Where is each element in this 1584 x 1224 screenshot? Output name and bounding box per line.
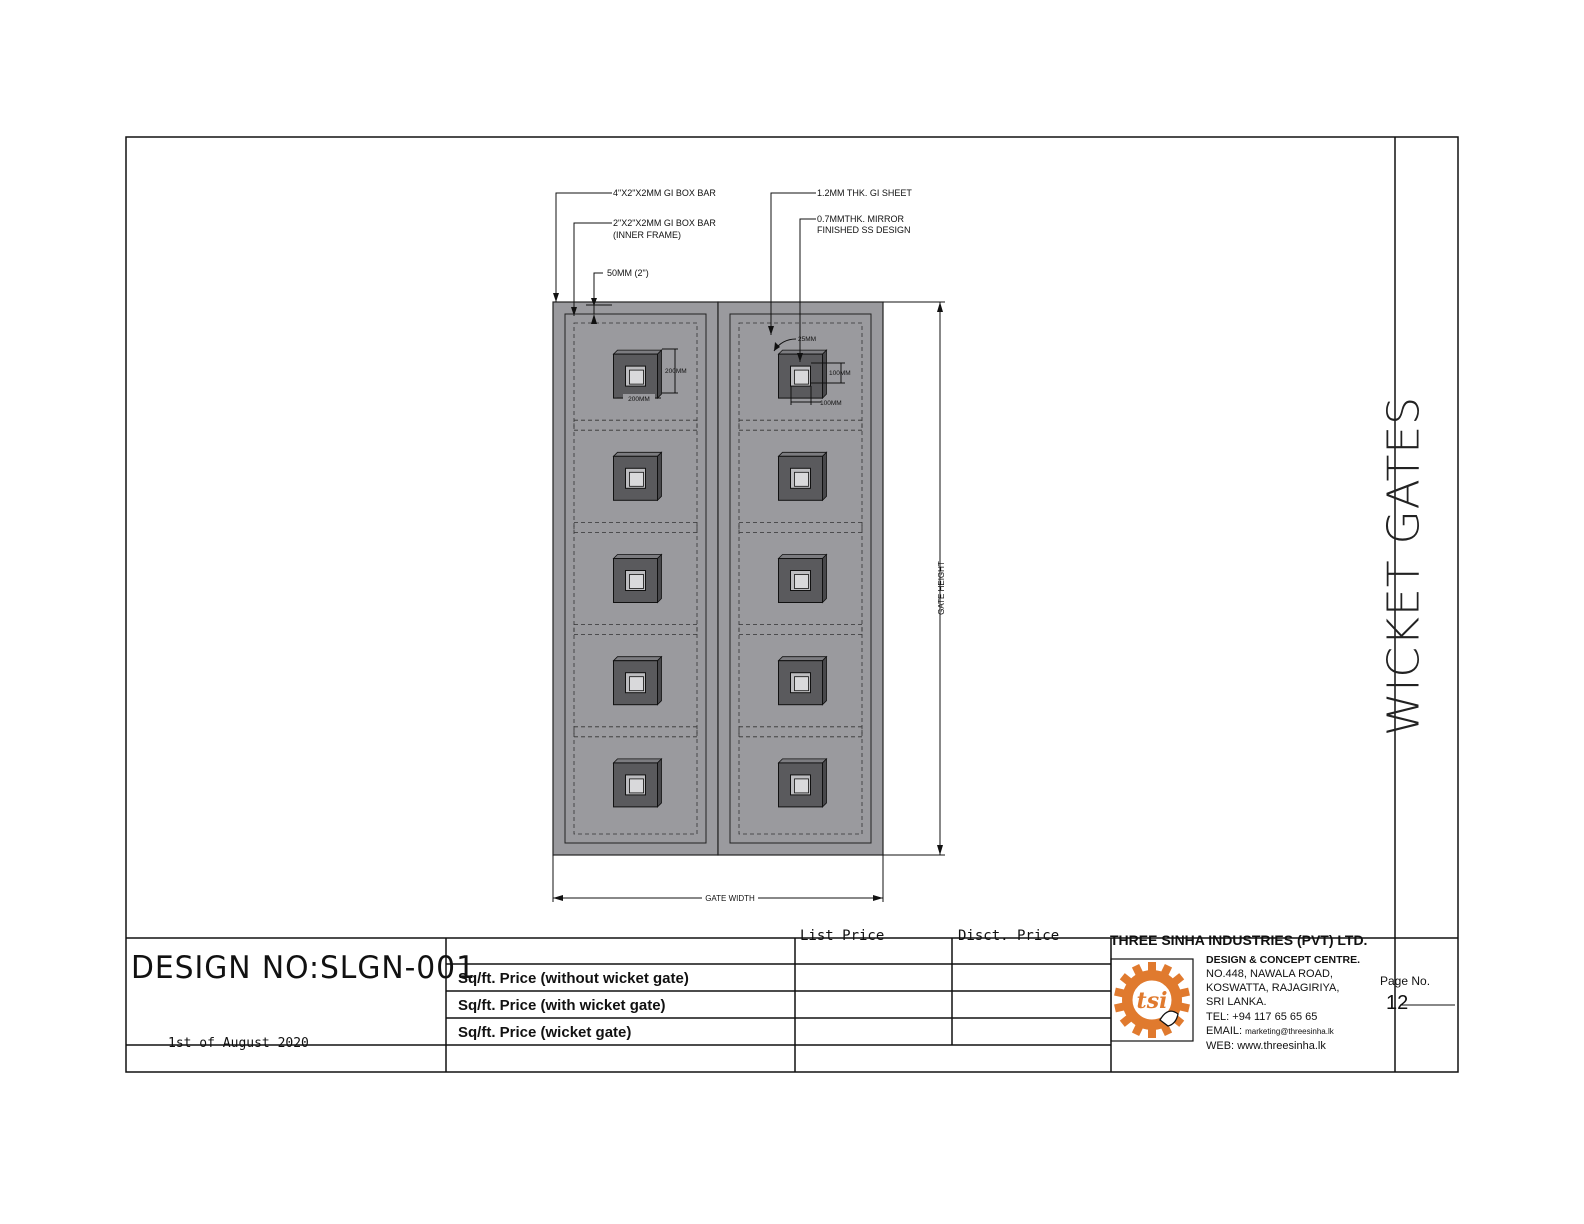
company-logo xyxy=(1110,958,1194,1042)
ornament-side xyxy=(823,759,827,807)
gap-annotation: 50MM (2") xyxy=(607,268,649,278)
page-number: 12 xyxy=(1386,992,1409,1014)
ornament-top xyxy=(779,555,827,559)
ornament-inner-face xyxy=(630,677,644,691)
inner-bar-annotation: (INNER FRAME) xyxy=(613,230,681,240)
ornament-side xyxy=(658,759,662,807)
ornament-top xyxy=(614,350,662,354)
company-name: THREE SINHA INDUSTRIES (PVT) LTD. xyxy=(1110,932,1368,948)
ornament-inner-face xyxy=(795,472,809,486)
ornament-top xyxy=(779,452,827,456)
gate-width-label: GATE WIDTH xyxy=(705,894,755,903)
outer-bar-annotation: 4"X2"X2MM GI BOX BAR xyxy=(613,188,716,198)
ornament-top xyxy=(614,555,662,559)
ornament-inner-face xyxy=(630,779,644,793)
leader-line xyxy=(556,193,612,302)
ornament-inner-face xyxy=(795,677,809,691)
disct-price-header: Disct. Price xyxy=(958,928,1060,944)
ornament-top xyxy=(614,759,662,763)
inner-square-height-label: 100MM xyxy=(829,370,851,377)
company-email: EMAIL: marketing@threesinha.lk xyxy=(1206,1025,1334,1037)
ornament-top xyxy=(779,759,827,763)
ornament-top xyxy=(779,657,827,661)
company-subtitle: DESIGN & CONCEPT CENTRE. xyxy=(1206,954,1361,966)
ornament-top xyxy=(614,452,662,456)
ornament-side xyxy=(658,555,662,603)
ornament-side xyxy=(823,555,827,603)
ornament-inner-face xyxy=(795,779,809,793)
design-date: 1st of August 2020 xyxy=(168,1036,309,1051)
mirror-annotation: 0.7MMTHK. MIRROR xyxy=(817,214,905,224)
company-tel: TEL: +94 117 65 65 65 xyxy=(1206,1011,1318,1023)
ornament-side xyxy=(658,350,662,398)
ornament-side xyxy=(823,350,827,398)
sheet-annotation: 1.2MM THK. GI SHEET xyxy=(817,188,912,198)
mirror-annotation: FINISHED SS DESIGN xyxy=(817,225,911,235)
outer-square-width-label: 200MM xyxy=(628,396,650,403)
design-number: DESIGN NO:SLGN-001 xyxy=(131,950,476,986)
ornament-side xyxy=(658,657,662,705)
ornament-inner-face xyxy=(630,370,644,384)
ornament-side xyxy=(823,657,827,705)
outer-square-height-label: 200MM xyxy=(665,368,687,375)
company-address-line: NO.448, NAWALA ROAD, xyxy=(1206,968,1333,980)
company-address-line: SRI LANKA. xyxy=(1206,996,1267,1008)
sheet-category-title: WICKET GATES xyxy=(1378,395,1430,737)
arrowhead xyxy=(937,845,943,855)
gate-drawing xyxy=(553,188,946,903)
page-number-label: Page No. xyxy=(1380,974,1431,988)
list-price-header: List Price xyxy=(800,928,885,944)
price-row-label: Sq/ft. Price (without wicket gate) xyxy=(458,970,689,987)
depth-annotation: 25MM xyxy=(798,336,817,343)
price-row-label: Sq/ft. Price (with wicket gate) xyxy=(458,997,666,1014)
inner-bar-annotation: 2"X2"X2MM GI BOX BAR xyxy=(613,218,716,228)
arrowhead xyxy=(937,302,943,312)
arrowhead xyxy=(553,293,559,302)
arrowhead xyxy=(873,895,883,901)
ornament-top xyxy=(614,657,662,661)
gate-height-label: GATE HEIGHT xyxy=(937,561,946,615)
ornament-inner-face xyxy=(795,370,809,384)
inner-square-width-label: 100MM xyxy=(820,400,842,407)
ornament-inner-face xyxy=(630,575,644,589)
price-row-label: Sq/ft. Price (wicket gate) xyxy=(458,1024,632,1041)
ornament-inner-face xyxy=(630,472,644,486)
company-address-line: KOSWATTA, RAJAGIRIYA, xyxy=(1206,982,1340,994)
arrowhead xyxy=(553,895,563,901)
svg-text:tsi: tsi xyxy=(1136,988,1168,1014)
ornament-side xyxy=(658,452,662,500)
ornament-inner-face xyxy=(795,575,809,589)
company-web: WEB: www.threesinha.lk xyxy=(1206,1040,1326,1052)
ornament-side xyxy=(823,452,827,500)
